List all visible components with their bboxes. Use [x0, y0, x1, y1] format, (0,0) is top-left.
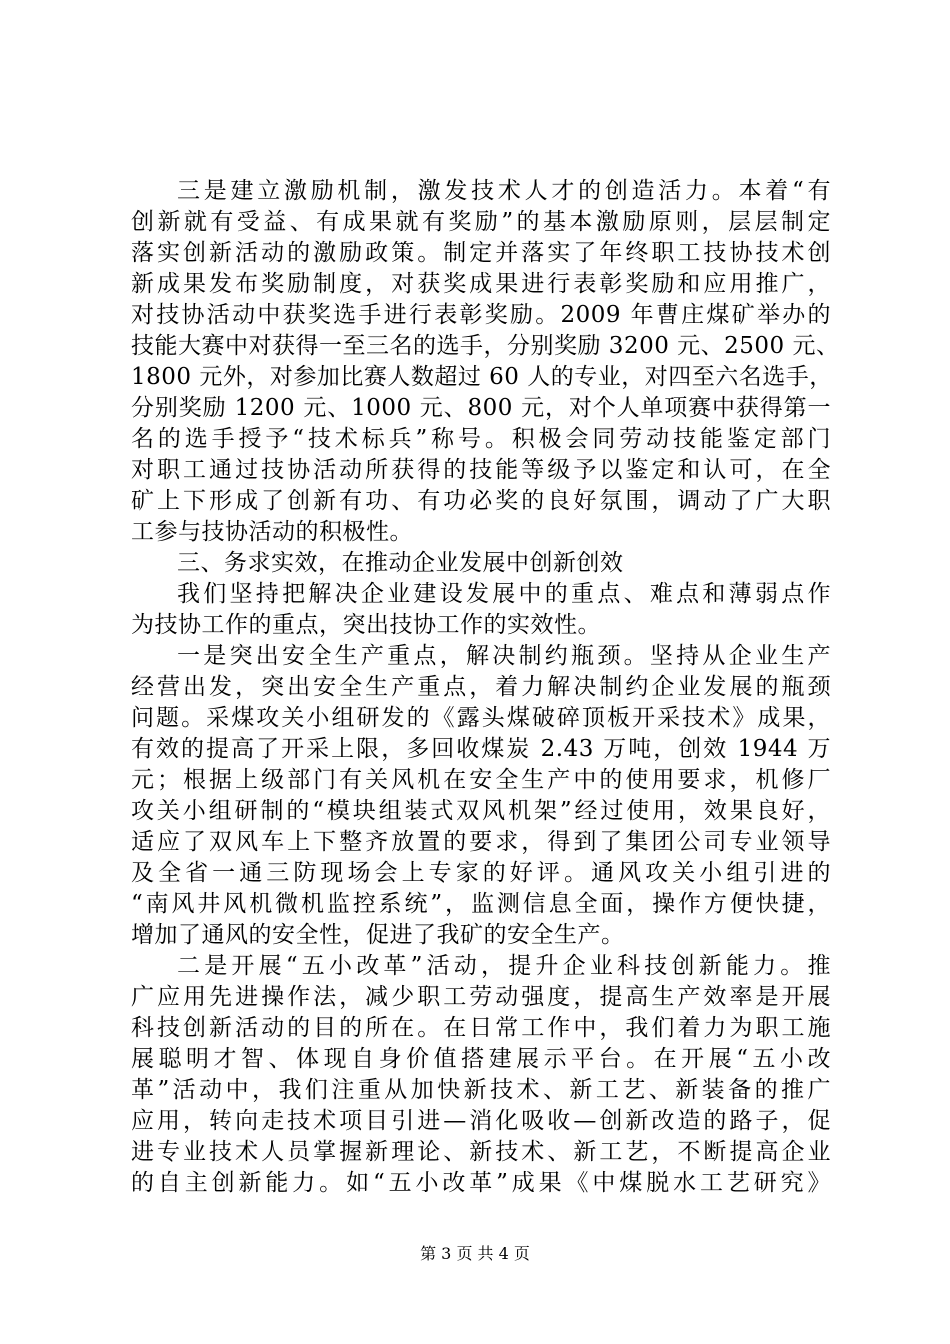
- document-body: [131, 176, 840, 1199]
- paragraph-line: 二是开展“五小改革”活动，提升企业科技创新能力。推: [177, 953, 831, 979]
- paragraph-line: 问题。采煤攻关小组研发的《露头煤破碎顶板开采技术》成果，: [131, 705, 831, 731]
- section-heading: 三、务求实效，在推动企业发展中创新创效: [177, 550, 624, 576]
- paragraph-line: 进专业技术人员掌握新理论、新技术、新工艺，不断提高企业: [131, 1139, 831, 1165]
- paragraph-line: 矿上下形成了创新有功、有功必奖的良好氛围，调动了广大职: [131, 488, 831, 514]
- paragraph-line: 1800 元外，对参加比赛人数超过 60 人的专业，对四至六名选手，: [131, 364, 833, 390]
- paragraph-line: 新成果发布奖励制度，对获奖成果进行表彰奖励和应用推广，: [131, 271, 831, 297]
- paragraph-line: 经营出发，突出安全生产重点，着力解决制约企业发展的瓶颈: [131, 674, 831, 700]
- paragraph-line: 名的选手授予“技术标兵”称号。积极会同劳动技能鉴定部门: [131, 426, 831, 452]
- paragraph-line: “南风井风机微机监控系统”，监测信息全面，操作方便快捷，: [131, 891, 831, 917]
- paragraph-line: 一是突出安全生产重点，解决制约瓶颈。坚持从企业生产: [177, 643, 831, 669]
- paragraph-line: 及全省一通三防现场会上专家的好评。通风攻关小组引进的: [131, 860, 831, 886]
- paragraph-line: 我们坚持把解决企业建设发展中的重点、难点和薄弱点作: [177, 581, 831, 607]
- paragraph-line: 对技协活动中获奖选手进行表彰奖励。2009 年曹庄煤矿举办的: [131, 302, 831, 328]
- paragraph-line: 对职工通过技协活动所获得的技能等级予以鉴定和认可，在全: [131, 457, 831, 483]
- paragraph-line: 有效的提高了开采上限，多回收煤炭 2.43 万吨，创效 1944 万: [131, 736, 831, 762]
- paragraph-line: 工参与技协活动的积极性。: [131, 519, 413, 545]
- paragraph-line: 的自主创新能力。如“五小改革”成果《中煤脱水工艺研究》: [131, 1170, 831, 1196]
- paragraph-line: 攻关小组研制的“模块组装式双风机架”经过使用，效果良好，: [131, 798, 831, 824]
- paragraph-line: 革”活动中，我们注重从加快新技术、新工艺、新装备的推广: [131, 1077, 831, 1103]
- paragraph-line: 适应了双风车上下整齐放置的要求，得到了集团公司专业领导: [131, 829, 831, 855]
- paragraph-line: 落实创新活动的激励政策。制定并落实了年终职工技协技术创: [131, 240, 831, 266]
- paragraph-line: 技能大赛中对获得一至三名的选手，分别奖励 3200 元、2500 元、: [131, 333, 840, 359]
- page-number-footer: 第 3 页 共 4 页: [420, 1244, 530, 1263]
- paragraph-line: 为技协工作的重点，突出技协工作的实效性。: [131, 612, 601, 638]
- paragraph-line: 增加了通风的安全性，促进了我矿的安全生产。: [131, 922, 625, 948]
- paragraph-line: 三是建立激励机制，激发技术人才的创造活力。本着“有: [177, 178, 831, 204]
- paragraph-line: 创新就有受益、有成果就有奖励”的基本激励原则，层层制定: [131, 209, 831, 235]
- paragraph-line: 科技创新活动的目的所在。在日常工作中，我们着力为职工施: [131, 1015, 831, 1041]
- paragraph-line: 元；根据上级部门有关风机在安全生产中的使用要求，机修厂: [131, 767, 831, 793]
- paragraph-line: 应用，转向走技术项目引进—消化吸收—创新改造的路子，促: [131, 1108, 831, 1134]
- paragraph-line: 广应用先进操作法，减少职工劳动强度，提高生产效率是开展: [131, 984, 831, 1010]
- paragraph-line: 分别奖励 1200 元、1000 元、800 元，对个人单项赛中获得第一: [131, 395, 831, 421]
- paragraph-line: 展聪明才智、体现自身价值搭建展示平台。在开展“五小改: [131, 1046, 831, 1072]
